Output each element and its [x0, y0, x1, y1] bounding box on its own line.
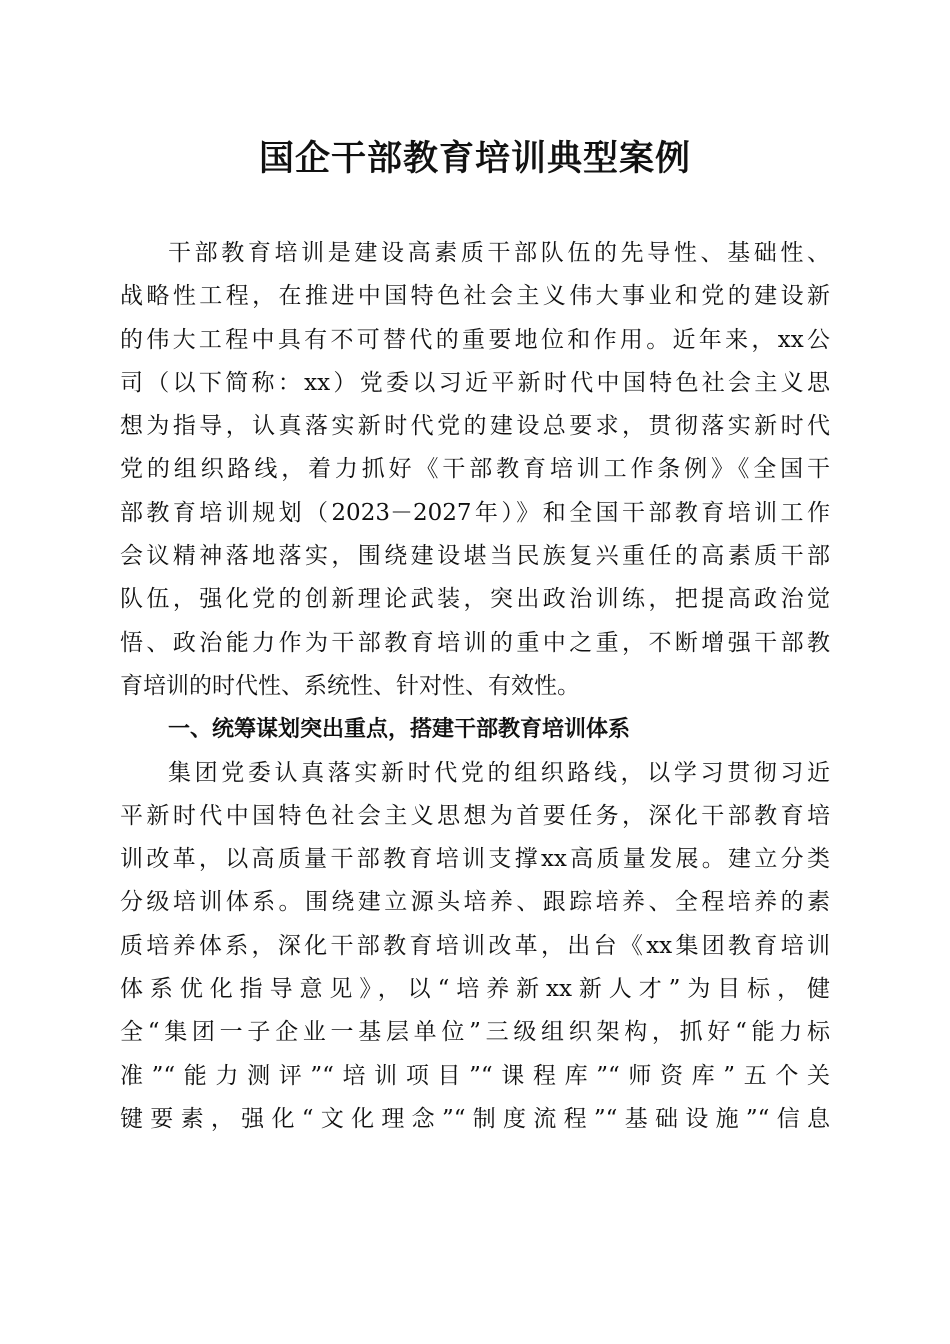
paragraph-line: 会议精神落地落实，围绕建设堪当民族复兴重任的高素质干部 [120, 543, 830, 570]
paragraph-line: 育培训的时代性、系统性、针对性、有效性。 [120, 672, 580, 699]
paragraph-line: 部教育培训规划（2023－2027年）》和全国干部教育培训工作 [120, 499, 830, 526]
paragraph-line: 队伍，强化党的创新理论武装，突出政治训练，把提高政治觉 [120, 586, 830, 613]
paragraph-line: 的伟大工程中具有不可替代的重要地位和作用。近年来，xx公 [120, 326, 830, 353]
document-title: 国企干部教育培训典型案例 [258, 138, 691, 179]
paragraph-line: 准”“能力测评”“培训项目”“课程库”“师资库”五个关 [120, 1062, 830, 1089]
paragraph-line: 党的组织路线，着力抓好《干部教育培训工作条例》《全国干 [120, 456, 830, 483]
section-heading: 一、统筹谋划突出重点，搭建干部教育培训体系 [168, 717, 631, 743]
paragraph-line: 全“集团一子企业一基层单位”三级组织架构，抓好“能力标 [120, 1019, 830, 1046]
paragraph-line: 质培养体系，深化干部教育培训改革，出台《xx集团教育培训 [120, 932, 830, 959]
paragraph-line: 集团党委认真落实新时代党的组织路线，以学习贯彻习近 [168, 759, 830, 786]
paragraph-line: 战略性工程，在推进中国特色社会主义伟大事业和党的建设新 [120, 283, 830, 310]
paragraph-line: 键要素，强化“文化理念”“制度流程”“基础设施”“信息 [120, 1105, 830, 1132]
paragraph-line: 体系优化指导意见》，以“培养新xx新人才”为目标，健 [120, 976, 830, 1003]
paragraph-line: 平新时代中国特色社会主义思想为首要任务，深化干部教育培 [120, 802, 830, 829]
paragraph-line: 悟、政治能力作为干部教育培训的重中之重，不断增强干部教 [120, 629, 830, 656]
paragraph-line: 训改革，以高质量干部教育培训支撑xx高质量发展。建立分类 [120, 846, 830, 873]
paragraph-line: 想为指导，认真落实新时代党的建设总要求，贯彻落实新时代 [120, 413, 830, 440]
paragraph-line: 分级培训体系。围绕建立源头培养、跟踪培养、全程培养的素 [120, 889, 830, 916]
document-body [120, 232, 830, 1141]
paragraph-line: 司（以下简称：xx）党委以习近平新时代中国特色社会主义思 [120, 369, 830, 396]
paragraph-line: 干部教育培训是建设高素质干部队伍的先导性、基础性、 [168, 240, 830, 266]
